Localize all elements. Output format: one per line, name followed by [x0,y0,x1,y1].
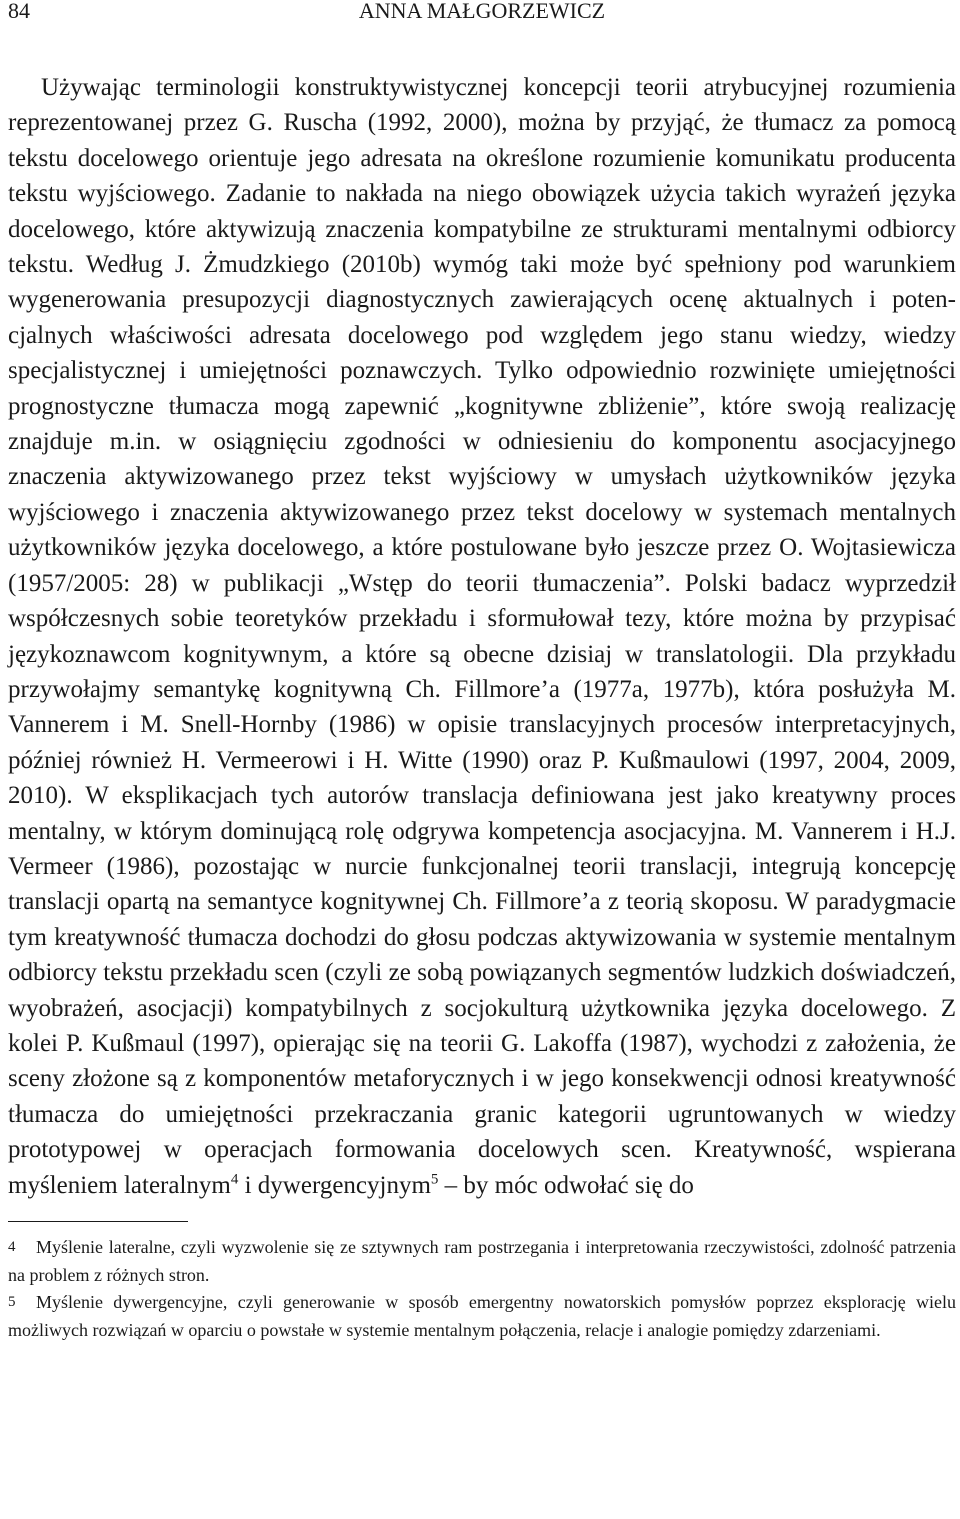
footnote-number: 5 [8,1294,16,1310]
running-head: ANNA MAŁGORZEWICZ [358,0,606,23]
footnote-text: Myślenie dywergencyjne, czyli generowanie w sposób emergentny nowatorskich pomysłów poprzez eksplorację wielu możliwych rozwiązań w oparciu o powstałe w systemie mentalnym połączenia, relacje i analogie pomiędzy zdarzeniami. [8,1292,956,1340]
paragraph-text-cont: i dywergencyjnym [238,1171,431,1199]
footnote-text: Myślenie lateralne, czyli wyzwolenie się ze sztywnych ram postrzegania i interpretowania rzeczywistości, zdolność patrzenia na problem z różnych stron. [8,1237,956,1285]
footnotes [8,1234,956,1344]
footnote-ref-4: 4 [230,1171,239,1188]
page-header [8,0,956,30]
page-number: 84 [8,0,30,23]
footnote-5 [8,1289,956,1344]
footnote-ref-5: 5 [430,1171,439,1188]
document-page [8,0,956,1344]
paragraph-text-end: – by móc odwołać się do [438,1171,694,1199]
paragraph-text: Używając terminologii konstruktywistycznej koncepcji teorii atrybucyjnej rozumienia reprezentowanej przez G. Ruscha (1992, 2000), można by przyjąć, że tłumacz za pomocą tekstu docelowego orientuje jego adresata na określone rozumienie komunikatu producenta tekstu wyjściowego. Zadanie to nakłada na niego obowiązek użycia takich wyrażeń języka docelowego, które aktywizują znaczenia kompatybilne ze strukturami mentalnymi odbiorcy tekstu. Według J. Żmudzkiego (2010b) wymóg taki może być spełniony pod warunkiem wygenerowania presupozycji diagnostycznych zawierających ocenę aktualnych i potencjalnych właściwości adresata docelowego pod względem jego stanu wiedzy, wiedzy specjalistycznej i umiejętności poznawczych. Tylko odpowiednio rozwinięte umiejętności prognostyczne tłumacza mogą zapewnić „kognitywne zbliżenie”, które swoją realizację znajduje m.in. w osiągnięciu zgodności w odniesieniu do komponentu asocjacyjnego znaczenia aktywizowanego przez tekst wyjściowy w umysłach użytkowników języka wyjściowego i znaczenia aktywizowanego przez tekst docelowy w systemach mentalnych użytkowników języka docelowego, a które postulowane było jeszcze przez O. Wojtasiewicza (1957/2005: 28) w publikacji „Wstęp do teorii tłumaczenia”. Polski badacz wyprzedził współczesnych sobie teoretyków przekładu i sformułował tezy, które można by przypisać językoznawcom kognitywnym, a które są obecne dzisiaj w translatologii. Dla przykładu przywołajmy semantykę kognitywną Ch. Fillmore’a (1977a, 1977b), która posłużyła M. Vannerem i M. Snell-Hornby (1986) w opisie translacyjnych procesów interpretacyjnych, później również H. Vermeerowi i H. Witte (1990) oraz P. Kußmaulowi (1997, 2004, 2009, 2010). W eksplikacjach tych autorów translacja definiowana jest jako kreatywny proces mentalny, w którym dominującą rolę odgrywa kompetencja asocjacyjna. M. Vannerem i H.J. Vermeer (1986), pozostając w nurcie funkcjonalnej teorii translacji, integrują koncepcję translacji opartą na semantyce kognitywnej Ch. Fillmore’a z teorią skoposu. W paradygmacie tym kreatywność tłumacza dochodzi do głosu podczas aktywizowania w systemie mentalnym odbiorcy tekstu przekładu scen (czyli ze sobą powiązanych segmentów ludzkich doświadczeń, wyobrażeń, asocjacji) kompatybilnych z socjokulturą użytkownika języka docelowego. Z kolei P. Kußmaul (1997), opierając się na teorii G. Lakoffa (1987), wychodzi z założenia, że sceny złożone są z komponentów metaforycznych i w jego konsekwencji odnosi kreatywność tłumacza do umiejętności przekraczania granic kategorii ugruntowanych w wiedzy prototypowej w operacjach formowania docelowych scen. Kreatywność, wspierana myśleniem lateralnym [8,74,956,1199]
footnote-separator [8,1221,188,1222]
body-text [8,70,956,1203]
body-paragraph [8,70,956,1203]
footnote-number: 4 [8,1239,16,1255]
footnote-4 [8,1234,956,1289]
